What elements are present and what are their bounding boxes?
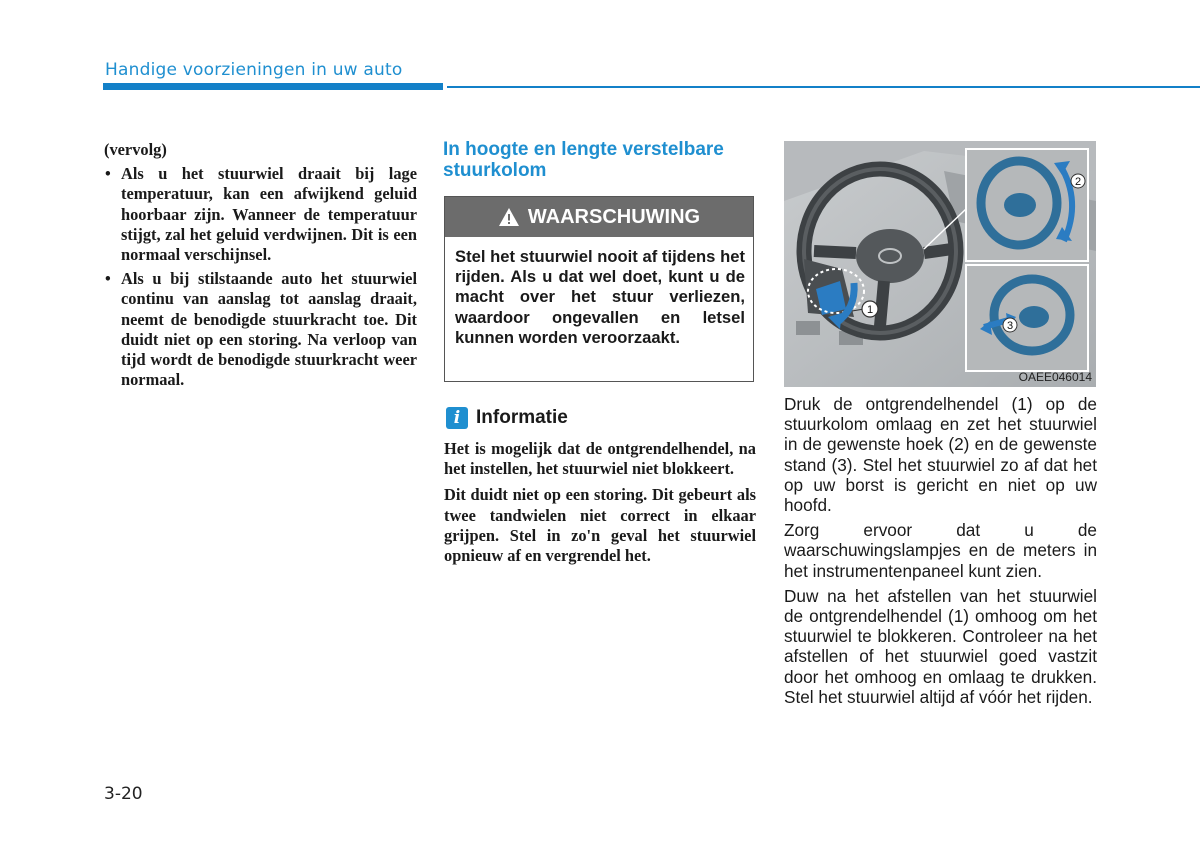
continued-label: (vervolg) (104, 140, 167, 159)
steering-wheel-illustration (784, 141, 1096, 387)
warning-box (444, 196, 754, 382)
body-paragraph: Zorg ervoor dat u de waarschuwingslampjes en de meters in het instrumentenpaneel kunt zien. (784, 520, 1097, 581)
header-title: Handige voorzieningen in uw auto (105, 60, 403, 80)
info-icon: i (446, 407, 468, 429)
right-column (784, 394, 1097, 712)
warning-text: Stel het stuurwiel nooit af tijdens het rijden. Als u dat wel doet, kunt u de macht over het stuur verliezen, waardoor ongevallen en letsel kunnen worden veroorzaakt. (455, 247, 745, 347)
info-body (444, 439, 756, 572)
section-title: In hoogte en lengte verstelbare stuurkolom (443, 139, 724, 181)
info-title: Informatie (476, 407, 568, 428)
bullet-list (104, 164, 417, 390)
info-heading (446, 407, 568, 429)
page-number: 3-20 (104, 784, 143, 804)
list-item: • Als u bij stilstaande auto het stuurwiel continu van aanslag tot aanslag draait, neemt de benodigde stuurkracht toe. Dit duidt niet op een storing. Na verloop van tijd wordt de benodigde stuurkracht weer normaal. (104, 269, 417, 390)
list-item: • Als u het stuurwiel draait bij lage temperatuur, kan een afwijkend geluid hoorbaar zijn. Wanneer de temperatuur stijgt, zal het geluid verdwijnen. Dit is een normaal verschijnsel. (104, 164, 417, 265)
body-paragraph: Duw na het afstellen van het stuurwiel de ontgrendelhendel (1) omhoog om het stuurwiel te blokkeren. Controleer na het afstellen of het stuurwiel goed vastzit door het omhoog en omlaag te drukken. Stel het stuurwiel altijd af vóór het rijden. (784, 585, 1097, 707)
steering-wheel-figure (784, 141, 1096, 387)
warning-label: WAARSCHUWING (527, 205, 701, 228)
figure-code: OAEE046014 (1018, 370, 1092, 384)
callout-3: 3 (1006, 320, 1014, 332)
header-rule-thick (103, 83, 443, 90)
body-paragraph: Druk de ontgrendelhendel (1) op de stuurkolom omlaag en zet het stuurwiel in de gewenste hoek (2) en de gewenste stand (3). Stel het stuurwiel zo af dat het op uw borst is gericht en niet op uw hoofd. (784, 394, 1097, 516)
callout-2: 2 (1074, 176, 1082, 188)
warning-triangle-icon (498, 207, 520, 227)
header-rule-thin (447, 86, 1200, 88)
info-paragraph: Dit duidt niet op een storing. Dit gebeurt als twee tandwielen niet correct in elkaar grijpen. Stel in zo'n geval het stuurwiel opnieuw af en vergrendel het. (444, 485, 756, 566)
warning-header (445, 197, 753, 237)
callout-1: 1 (866, 304, 874, 316)
left-column (104, 140, 417, 394)
info-paragraph: Het is mogelijk dat de ontgrendelhendel, na het instellen, het stuurwiel niet blokkeert. (444, 439, 756, 479)
